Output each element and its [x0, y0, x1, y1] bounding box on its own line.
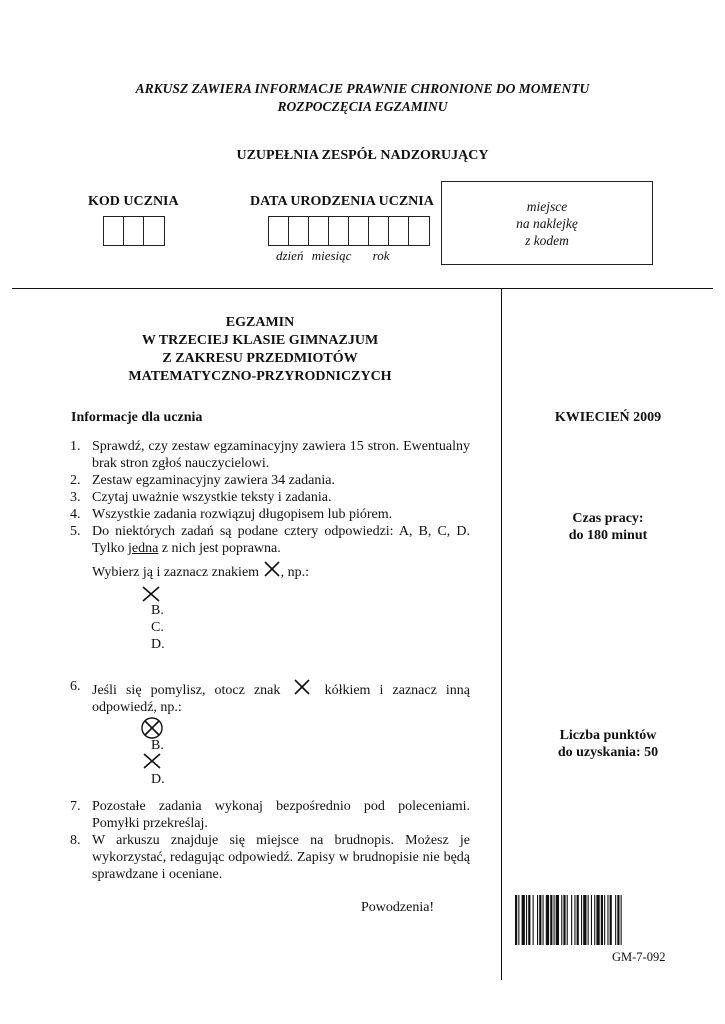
barcode-bar	[591, 895, 592, 945]
caption-year: rok	[372, 248, 390, 263]
barcode-bar	[556, 895, 559, 945]
instruction-text: Zestaw egzaminacyjny zawiera 34 zadania.	[92, 473, 335, 488]
example1-option-d: D.	[151, 637, 165, 652]
work-time	[503, 510, 713, 544]
item-number: 2.	[70, 473, 81, 488]
x-mark-icon	[263, 560, 281, 578]
barcode-bar	[543, 895, 544, 945]
date-box[interactable]	[349, 217, 369, 245]
exam-title-line1: EGZAMIN	[225, 315, 295, 330]
student-code-boxes[interactable]	[103, 216, 165, 246]
barcode-bar	[567, 895, 568, 945]
barcode-bar	[522, 895, 525, 945]
instruction-5-underlined: jedna	[127, 541, 159, 556]
x-mark-icon	[293, 678, 311, 696]
instruction-8	[70, 832, 470, 883]
instruction-7	[70, 798, 470, 832]
date-box[interactable]	[309, 217, 329, 245]
sheet-code: GM-7-092	[612, 950, 666, 964]
barcode-bar	[577, 895, 579, 945]
instruction-6-part-a: Jeśli się pomylisz, otocz znak	[92, 683, 281, 698]
instruction-5-part-c: Wybierz ją i zaznacz znakiem	[92, 565, 260, 580]
work-time-label: Czas pracy:	[572, 511, 644, 526]
date-box[interactable]	[409, 217, 429, 245]
instruction-6-part-b: kółkiem i zaznacz inną odpowiedź, np.:	[92, 683, 470, 715]
barcode-bar	[588, 895, 589, 945]
instruction-5-part-d: , np.:	[280, 565, 309, 580]
exam-date: KWIECIEŃ 2009	[554, 410, 662, 425]
barcode-bar	[537, 895, 538, 945]
x-mark-icon	[141, 585, 161, 603]
barcode-bar	[561, 895, 562, 945]
student-code-label: KOD UCZNIA	[88, 194, 179, 209]
instruction-text	[92, 523, 470, 557]
exam-title-line4: MATEMATYCZNO-PRZYRODNICZYCH	[128, 369, 392, 384]
barcode-bar	[607, 895, 608, 945]
barcode-bar	[601, 895, 603, 945]
caption-day: dzień	[276, 248, 304, 263]
item-number: 7.	[70, 799, 81, 814]
horizontal-divider	[12, 288, 713, 289]
instruction-5-part-a: Do niektórych zadań są podane cztery odpowiedzi: A, B, C, D. Tylko	[92, 524, 470, 556]
legal-warning-line2: ROZPOCZĘCIA EGZAMINU	[277, 99, 448, 114]
barcode-bar	[539, 895, 541, 945]
item-number: 6.	[70, 679, 81, 694]
instruction-5	[70, 523, 470, 557]
max-points-label: Liczba punktów	[559, 728, 657, 743]
closing-wish: Powodzenia!	[361, 900, 435, 915]
barcode-bar	[533, 895, 534, 945]
item-number: 3.	[70, 490, 81, 505]
instruction-text	[92, 678, 470, 716]
instruction-1	[70, 438, 470, 472]
circled-x-mark-icon	[140, 716, 166, 740]
barcode-bar	[550, 895, 552, 945]
sticker-box	[441, 181, 653, 265]
barcode-bar	[563, 895, 565, 945]
barcode-bar	[546, 895, 549, 945]
info-heading: Informacje dla ucznia	[71, 410, 203, 425]
barcode-bar	[617, 895, 619, 945]
instruction-text: Wszystkie zadania rozwiązuj długopisem lub piórem.	[92, 507, 393, 522]
instruction-3	[70, 489, 470, 506]
date-box[interactable]	[289, 217, 309, 245]
exam-title-line2: W TRZECIEJ KLASIE GIMNAZJUM	[141, 333, 379, 348]
instruction-4	[70, 506, 470, 523]
instruction-text: Czytaj uważnie wszystkie teksty i zadania.	[92, 490, 332, 505]
sticker-line2: na naklejkę	[516, 216, 578, 231]
instruction-5-part-b: z nich jest poprawna.	[161, 541, 281, 556]
item-number: 1.	[70, 439, 81, 454]
date-box[interactable]	[369, 217, 389, 245]
instruction-5-example-line	[70, 560, 470, 581]
max-points	[503, 727, 713, 761]
barcode-bar	[518, 895, 519, 945]
date-box[interactable]	[329, 217, 349, 245]
date-box[interactable]	[389, 217, 409, 245]
barcode-bar	[615, 895, 616, 945]
instruction-text: Sprawdź, czy zestaw egzaminacyjny zawiera 15 stron. Ewentualny brak stron zgłoś nauczycielowi.	[92, 439, 470, 471]
barcode-bar	[526, 895, 527, 945]
item-number: 8.	[70, 833, 81, 848]
barcode-bar	[604, 895, 605, 945]
barcode-bar	[515, 895, 517, 945]
barcode-bar	[571, 895, 572, 945]
barcode-bar	[581, 895, 582, 945]
legal-warning-line1: ARKUSZ ZAWIERA INFORMACJE PRAWNIE CHRONIONE DO MOMENTU	[135, 81, 590, 96]
sticker-line1: miejsce	[526, 199, 568, 214]
x-mark-icon	[142, 752, 164, 770]
barcode-bar	[596, 895, 599, 945]
example2-option-d: D.	[151, 772, 165, 787]
exam-title	[70, 314, 450, 386]
max-points-value: do uzyskania: 50	[557, 745, 659, 760]
barcode-icon	[515, 895, 693, 945]
birth-date-boxes[interactable]	[268, 216, 430, 246]
caption-month: miesiąc	[311, 248, 352, 263]
barcode-bar	[610, 895, 612, 945]
item-number: 4.	[70, 507, 81, 522]
barcode-bar	[583, 895, 586, 945]
instruction-2	[70, 472, 470, 489]
barcode-bar	[574, 895, 575, 945]
instruction-6	[70, 678, 470, 716]
supervisor-note: UZUPEŁNIA ZESPÓŁ NADZORUJĄCY	[236, 148, 489, 163]
example1-option-c: C.	[151, 620, 164, 635]
code-box[interactable]	[124, 217, 144, 245]
work-time-value: do 180 minut	[568, 528, 648, 543]
instruction-text: W arkuszu znajduje się miejsce na brudnopis. Możesz je wykorzystać, redagując odpowiedź. Zapisy w brudnopisie nie będą sprawdzane i oceniane.	[92, 833, 470, 882]
exam-title-line3: Z ZAKRESU PRZEDMIOTÓW	[162, 351, 358, 366]
barcode-bar	[594, 895, 595, 945]
barcode-bar	[621, 895, 622, 945]
code-box[interactable]	[144, 217, 164, 245]
legal-warning	[60, 80, 665, 116]
barcode-bar	[528, 895, 530, 945]
sticker-line3: z kodem	[525, 233, 569, 248]
barcode-bar	[554, 895, 555, 945]
birth-date-label: DATA URODZENIA UCZNIA	[250, 194, 434, 209]
date-box[interactable]	[269, 217, 289, 245]
instruction-text: Pozostałe zadania wykonaj bezpośrednio pod poleceniami. Pomyłki przekreślaj.	[92, 799, 470, 831]
code-box[interactable]	[104, 217, 124, 245]
example1-option-b: B.	[151, 603, 164, 618]
item-number: 5.	[70, 524, 81, 539]
birth-date-caption	[276, 248, 390, 264]
vertical-divider	[501, 289, 502, 980]
example2-option-b: B.	[151, 738, 164, 753]
